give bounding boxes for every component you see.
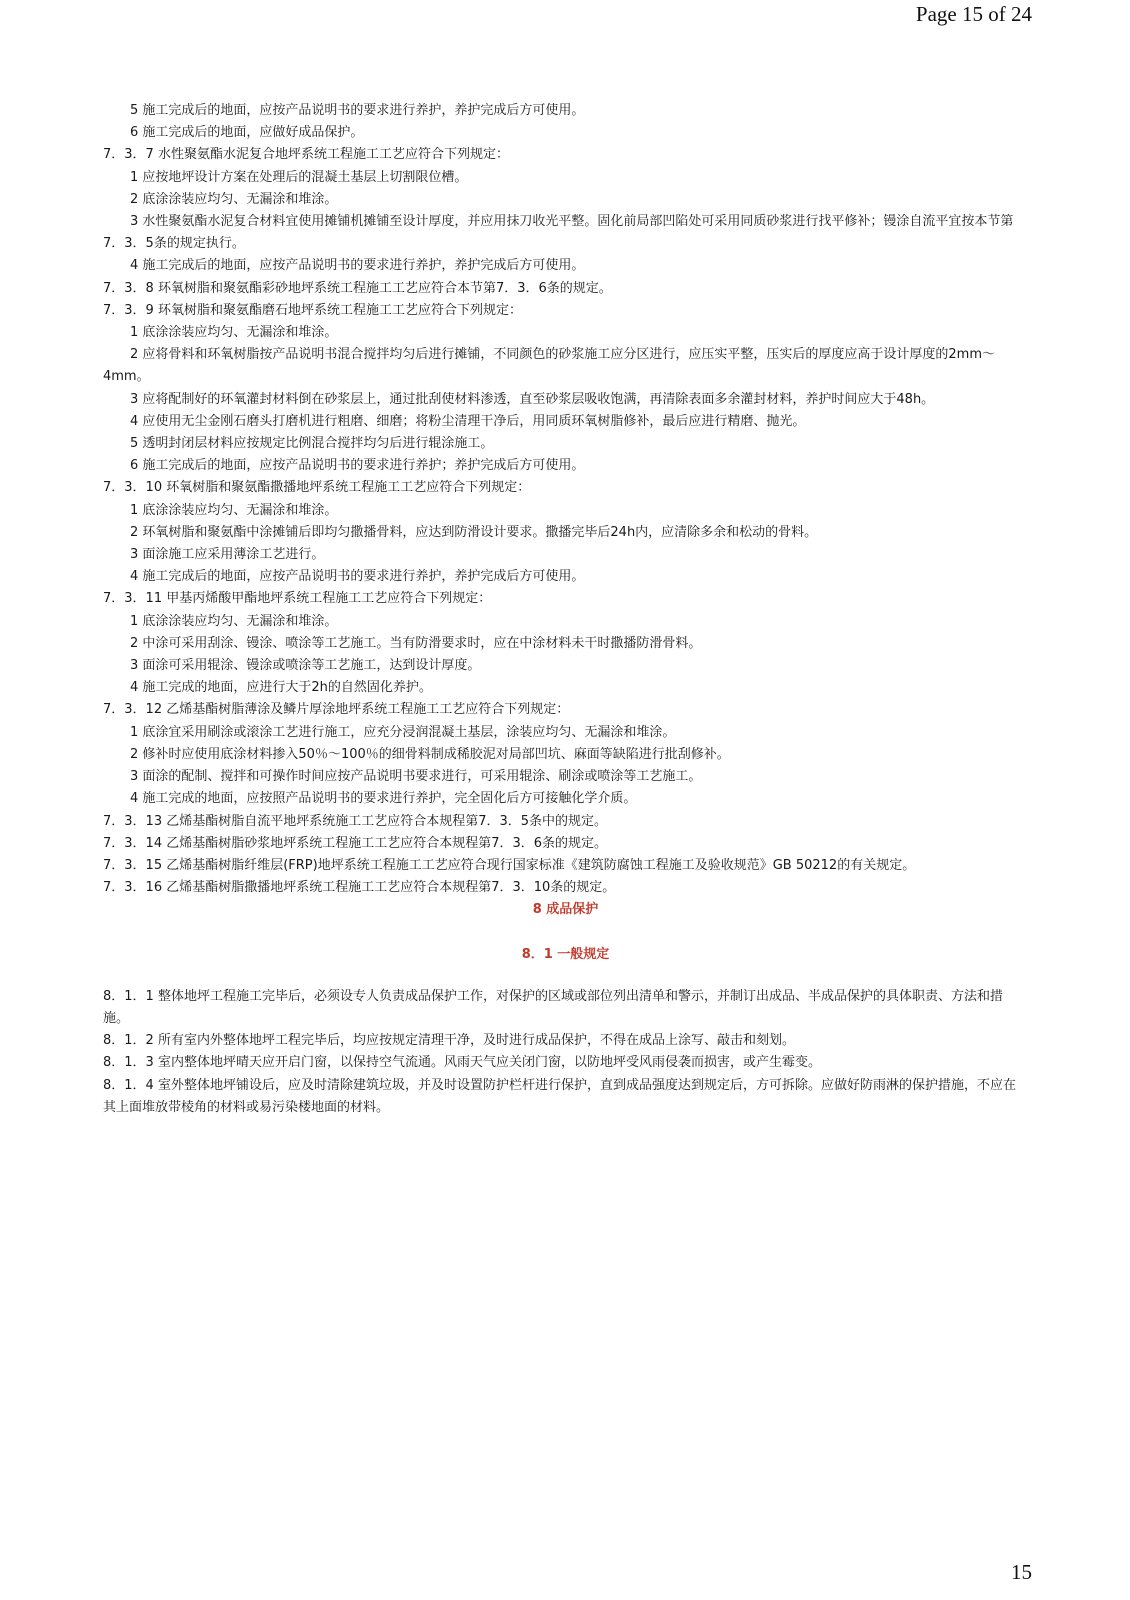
clause-7-3-12-title: 7．3．12 乙烯基酯树脂薄涂及鳞片厚涂地坪系统工程施工工艺应符合下列规定： — [103, 702, 570, 718]
list-item: 4 施工完成后的地面，应按产品说明书的要求进行养护，养护完成后方可使用。 — [130, 569, 585, 585]
list-item: 3 水性聚氨酯水泥复合材料宜使用摊铺机摊铺至设计厚度，并应用抹刀收光平整。固化前局部凹陷处可采用同质砂浆进行找平修补；镘涂自流平宜按本节第7．3．5条的规定执行。 — [103, 214, 1014, 252]
list-item: 4 施工完成的地面，应按照产品说明书的要求进行养护，完全固化后方可接触化学介质。 — [130, 791, 637, 807]
list-item: 4 施工完成后的地面，应按产品说明书的要求进行养护，养护完成后方可使用。 — [130, 258, 585, 274]
clause-7-3-9-title: 7．3．9 环氧树脂和聚氨酯磨石地坪系统工程施工工艺应符合下列规定： — [103, 302, 522, 318]
list-item: 2 环氧树脂和聚氨酯中涂摊铺后即均匀撒播骨料，应达到防滑设计要求。撒播完毕后24h内，应清除多余和松动的骨料。 — [130, 524, 818, 540]
list-item: 3 面涂可采用辊涂、镘涂或喷涂等工艺施工，达到设计厚度。 — [130, 658, 481, 674]
clause-7-3-7-title: 7．3．7 水性聚氨酯水泥复合地坪系统工程施工工艺应符合下列规定： — [103, 147, 509, 163]
clause-7-3-11-title: 7．3．11 甲基丙烯酸甲酯地坪系统工程施工工艺应符合下列规定： — [103, 591, 492, 607]
list-item: 6 施工完成后的地面，应做好成品保护。 — [130, 125, 364, 141]
chapter-heading: 8 成品保护 — [532, 902, 599, 918]
clause-7-3-10-title: 7．3．10 环氧树脂和聚氨酯撒播地坪系统工程施工工艺应符合下列规定： — [103, 480, 531, 496]
list-item: 2 应将骨料和环氧树脂按产品说明书混合搅拌均匀后进行摊铺，不同颜色的砂浆施工应分区进行，应压实平整，压实后的厚度应高于设计厚度的2mm～4mm。 — [103, 347, 996, 385]
clause-8-1-4: 8．1．4 室外整体地坪铺设后，应及时清除建筑垃圾，并及时设置防护栏杆进行保护，直到成品强度达到规定后，方可拆除。应做好防雨淋的保护措施，不应在其上面堆放带棱角的材料或易污染楼地面的材料。 — [103, 1077, 1016, 1115]
clause-8-1-1: 8．1．1 整体地坪工程施工完毕后，必须设专人负责成品保护工作，对保护的区域或部位列出清单和警示，并制订出成品、半成品保护的具体职责、方法和措施。 — [103, 988, 1003, 1026]
clause-7-3-8: 7．3．8 环氧树脂和聚氨酯彩砂地坪系统工程施工工艺应符合本节第7．3．6条的规定。 — [103, 280, 612, 296]
list-item: 3 面涂的配制、搅拌和可操作时间应按产品说明书要求进行，可采用辊涂、刷涂或喷涂等工艺施工。 — [130, 769, 702, 785]
list-item: 3 应将配制好的环氧灌封材料倒在砂浆层上，通过批刮使材料渗透，直至砂浆层吸收饱满，再清除表面多余灌封材料，养护时间应大于48h。 — [130, 391, 935, 407]
list-item: 6 施工完成后的地面，应按产品说明书的要求进行养护；养护完成后方可使用。 — [130, 458, 585, 474]
clause-7-3-15: 7．3．15 乙烯基酯树脂纤维层(FRP)地坪系统工程施工工艺应符合现行国家标准《建筑防腐蚀工程施工及验收规范》GB 50212的有关规定。 — [103, 857, 916, 873]
list-item: 1 底涂宜采用刷涂或滚涂工艺进行施工，应充分浸润混凝土基层，涂装应均匀、无漏涂和堆涂。 — [130, 724, 676, 740]
document-body — [103, 100, 1028, 1119]
list-item: 1 底涂涂装应均匀、无漏涂和堆涂。 — [130, 325, 338, 341]
list-item: 1 应按地坪设计方案在处理后的混凝土基层上切割限位槽。 — [130, 169, 468, 185]
list-item: 5 透明封闭层材料应按规定比例混合搅拌均匀后进行辊涂施工。 — [130, 436, 494, 452]
list-item: 3 面涂施工应采用薄涂工艺进行。 — [130, 547, 325, 563]
page-header: Page 15 of 24 — [915, 2, 1032, 26]
list-item: 4 施工完成的地面，应进行大于2h的自然固化养护。 — [130, 680, 432, 696]
clause-7-3-14: 7．3．14 乙烯基酯树脂砂浆地坪系统工程施工工艺应符合本规程第7．3．6条的规定。 — [103, 835, 608, 851]
list-item: 4 应使用无尘金刚石磨头打磨机进行粗磨、细磨；将粉尘清理干净后，用同质环氧树脂修补，最后应进行精磨、抛光。 — [130, 413, 806, 429]
clause-8-1-3: 8．1．3 室内整体地坪晴天应开启门窗，以保持空气流通。风雨天气应关闭门窗，以防地坪受风雨侵袭而损害，或产生霉变。 — [103, 1055, 821, 1071]
list-item: 1 底涂涂装应均匀、无漏涂和堆涂。 — [130, 613, 338, 629]
list-item: 2 底涂涂装应均匀、无漏涂和堆涂。 — [130, 191, 338, 207]
list-item: 2 中涂可采用刮涂、镘涂、喷涂等工艺施工。当有防滑要求时，应在中涂材料未干时撒播防滑骨料。 — [130, 635, 702, 651]
clause-8-1-2: 8．1．2 所有室内外整体地坪工程完毕后，均应按规定清理干净，及时进行成品保护，不得在成品上涂写、敲击和刻划。 — [103, 1033, 795, 1049]
clause-7-3-13: 7．3．13 乙烯基酯树脂自流平地坪系统施工工艺应符合本规程第7．3．5条中的规定。 — [103, 813, 608, 829]
clause-7-3-16: 7．3．16 乙烯基酯树脂撒播地坪系统工程施工工艺应符合本规程第7．3．10条的规定。 — [103, 880, 616, 896]
list-item: 2 修补时应使用底涂材料掺入50％～100％的细骨料制成稀胶泥对局部凹坑、麻面等缺陷进行批刮修补。 — [130, 746, 730, 762]
list-item: 5 施工完成后的地面，应按产品说明书的要求进行养护，养护完成后方可使用。 — [130, 103, 585, 118]
section-heading: 8．1 一般规定 — [521, 946, 610, 962]
page-number: 15 — [1011, 1560, 1032, 1584]
list-item: 1 底涂涂装应均匀、无漏涂和堆涂。 — [130, 502, 338, 518]
